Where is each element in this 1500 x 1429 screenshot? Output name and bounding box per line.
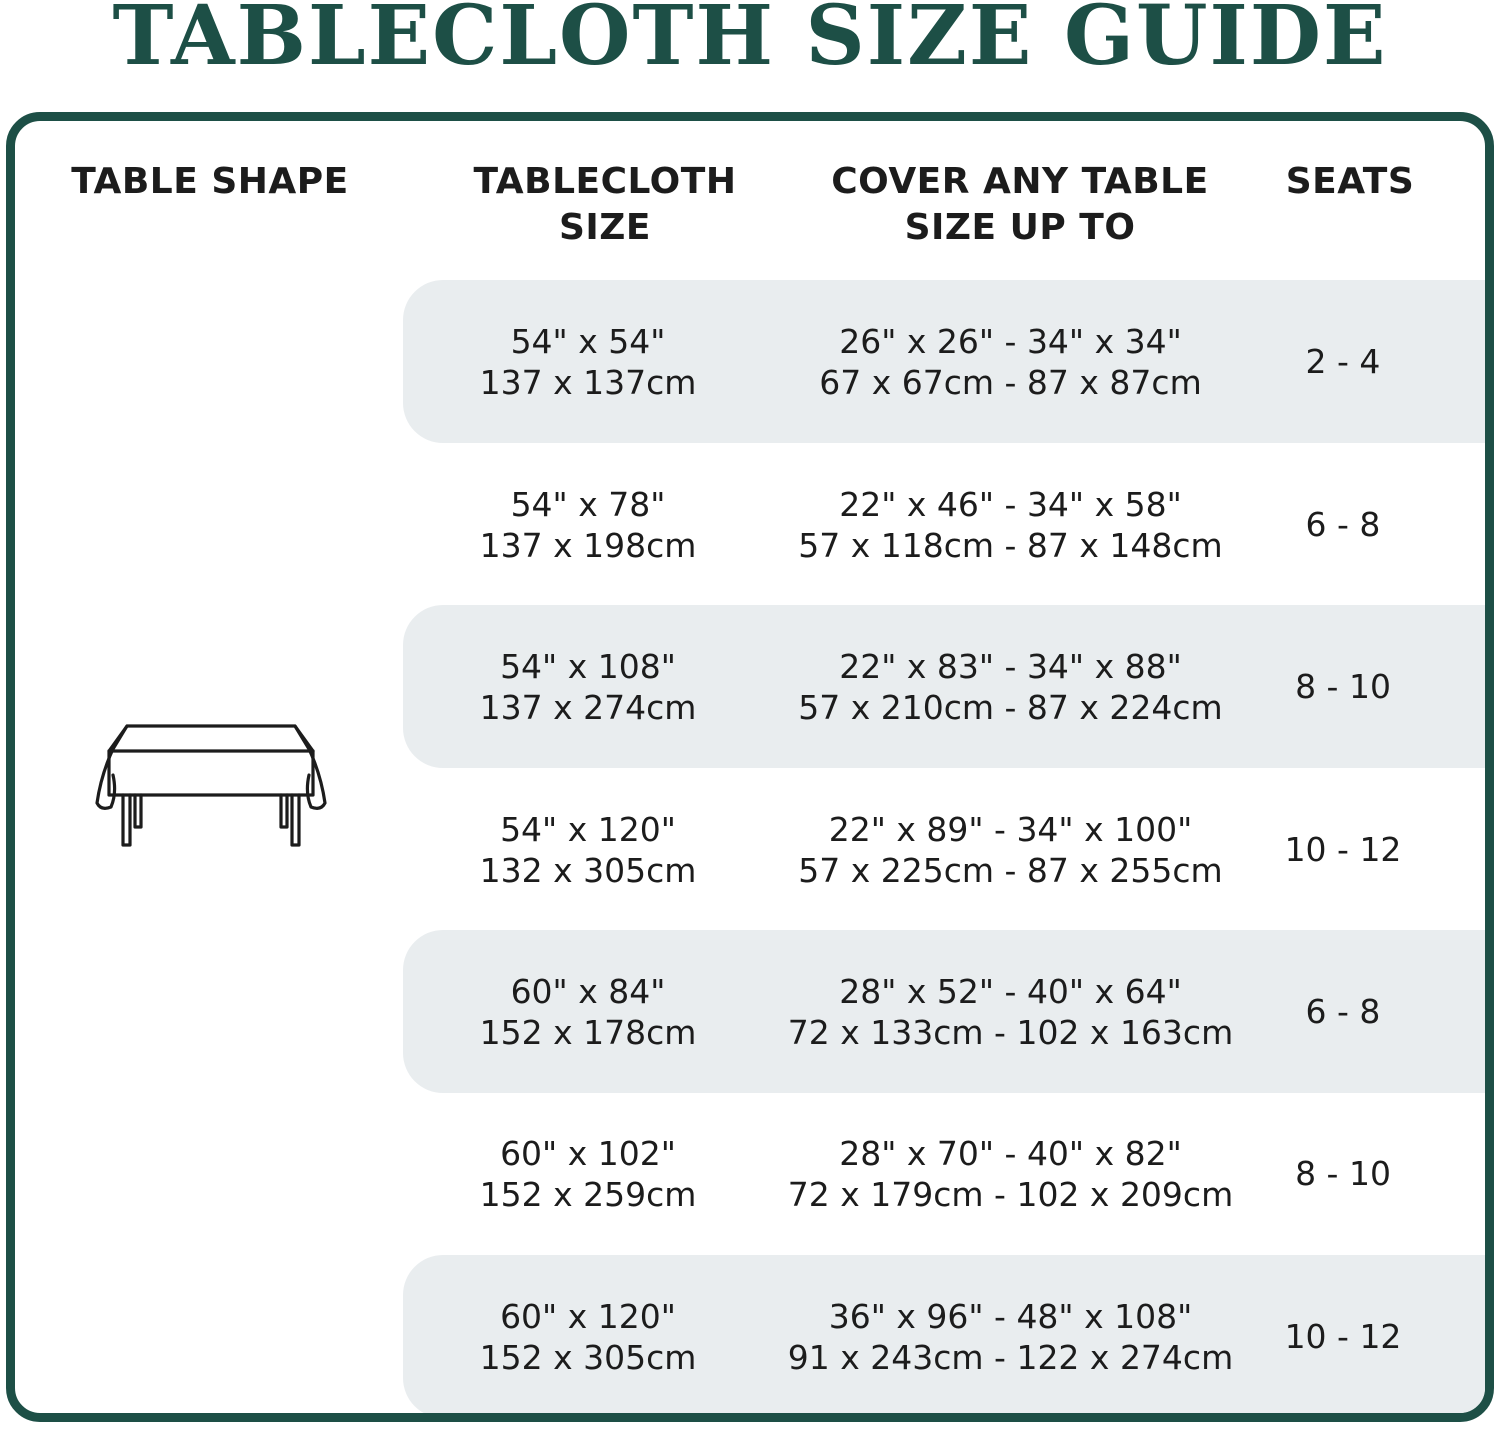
cover-size-cell [783, 930, 1238, 1093]
tablecloth-size-cell [403, 1092, 773, 1255]
cover-size-cell [783, 1255, 1238, 1418]
table-row [403, 1092, 1494, 1255]
cover-size-cm: 91 x 243cm - 122 x 274cm [787, 1337, 1234, 1377]
header-table-shape [60, 159, 360, 205]
tablecloth-size-cell [403, 930, 773, 1093]
cover-size-cm: 57 x 225cm - 87 x 255cm [798, 850, 1223, 890]
seats-cell [1258, 930, 1428, 1093]
cover-size-cm: 67 x 67cm - 87 x 87cm [819, 362, 1202, 402]
header-cover-table-size-line-2: SIZE UP TO [904, 207, 1136, 248]
cover-size-cm: 57 x 210cm - 87 x 224cm [798, 687, 1223, 727]
seats-value: 10 - 12 [1284, 1317, 1402, 1356]
tablecloth-size-cm: 152 x 305cm [479, 1337, 697, 1377]
size-table [6, 112, 1494, 1422]
cover-size-cell [783, 605, 1238, 768]
header-seats [1270, 159, 1430, 205]
tablecloth-size-inches: 54" x 108" [500, 646, 676, 686]
table-row [403, 1255, 1494, 1418]
table-row [403, 768, 1494, 931]
tablecloth-size-cell [403, 768, 773, 931]
cover-size-inches: 22" x 83" - 34" x 88" [839, 646, 1182, 686]
table-row [403, 930, 1494, 1093]
tablecloth-size-inches: 54" x 120" [500, 809, 676, 849]
header-tablecloth-size [455, 159, 755, 251]
seats-cell [1258, 443, 1428, 606]
cover-size-inches: 26" x 26" - 34" x 34" [839, 321, 1182, 361]
seats-value: 8 - 10 [1295, 1154, 1391, 1193]
seats-value: 8 - 10 [1295, 667, 1391, 706]
tablecloth-size-cm: 137 x 137cm [479, 362, 697, 402]
cover-size-cell [783, 1092, 1238, 1255]
seats-cell [1258, 1092, 1428, 1255]
tablecloth-size-inches: 60" x 84" [510, 971, 666, 1011]
table-row [403, 443, 1494, 606]
seats-value: 6 - 8 [1305, 505, 1381, 544]
cover-size-cell [783, 280, 1238, 443]
tablecloth-size-cm: 152 x 259cm [479, 1174, 697, 1214]
seats-value: 6 - 8 [1305, 992, 1381, 1031]
cover-size-cm: 72 x 133cm - 102 x 163cm [787, 1012, 1234, 1052]
header-table-shape-line-1: TABLE SHAPE [71, 161, 349, 202]
seats-value: 10 - 12 [1284, 830, 1402, 869]
tablecloth-size-cm: 152 x 178cm [479, 1012, 697, 1052]
cover-size-cell [783, 768, 1238, 931]
header-tablecloth-size-line-1: TABLECLOTH [473, 161, 737, 202]
header-seats-line-1: SEATS [1285, 161, 1415, 202]
tablecloth-size-inches: 54" x 78" [510, 484, 666, 524]
table-row [403, 280, 1494, 443]
cover-size-inches: 36" x 96" - 48" x 108" [828, 1296, 1193, 1336]
seats-cell [1258, 280, 1428, 443]
cover-size-cm: 57 x 118cm - 87 x 148cm [798, 525, 1223, 565]
cover-size-inches: 28" x 70" - 40" x 82" [839, 1133, 1182, 1173]
page-title: TABLECLOTH SIZE GUIDE [112, 0, 1388, 84]
header-cover-table-size [790, 159, 1250, 251]
tablecloth-size-cm: 132 x 305cm [479, 850, 697, 890]
tablecloth-size-inches: 60" x 120" [500, 1296, 676, 1336]
cover-size-cm: 72 x 179cm - 102 x 209cm [787, 1174, 1234, 1214]
tablecloth-size-cell [403, 605, 773, 768]
tablecloth-size-cell [403, 280, 773, 443]
cover-size-inches: 28" x 52" - 40" x 64" [839, 971, 1182, 1011]
cover-size-inches: 22" x 89" - 34" x 100" [828, 809, 1193, 849]
cover-size-inches: 22" x 46" - 34" x 58" [839, 484, 1182, 524]
tablecloth-size-cell [403, 1255, 773, 1418]
tablecloth-size-cm: 137 x 198cm [479, 525, 697, 565]
tablecloth-size-cm: 137 x 274cm [479, 687, 697, 727]
seats-cell [1258, 1255, 1428, 1418]
seats-cell [1258, 768, 1428, 931]
tablecloth-size-inches: 60" x 102" [500, 1133, 676, 1173]
header-tablecloth-size-line-2: SIZE [558, 207, 652, 248]
cover-size-cell [783, 443, 1238, 606]
rectangular-table-icon [91, 723, 331, 853]
tablecloth-size-inches: 54" x 54" [510, 321, 666, 361]
seats-cell [1258, 605, 1428, 768]
seats-value: 2 - 4 [1305, 342, 1381, 381]
table-row [403, 605, 1494, 768]
header-cover-table-size-line-1: COVER ANY TABLE [831, 161, 1209, 202]
tablecloth-size-cell [403, 443, 773, 606]
